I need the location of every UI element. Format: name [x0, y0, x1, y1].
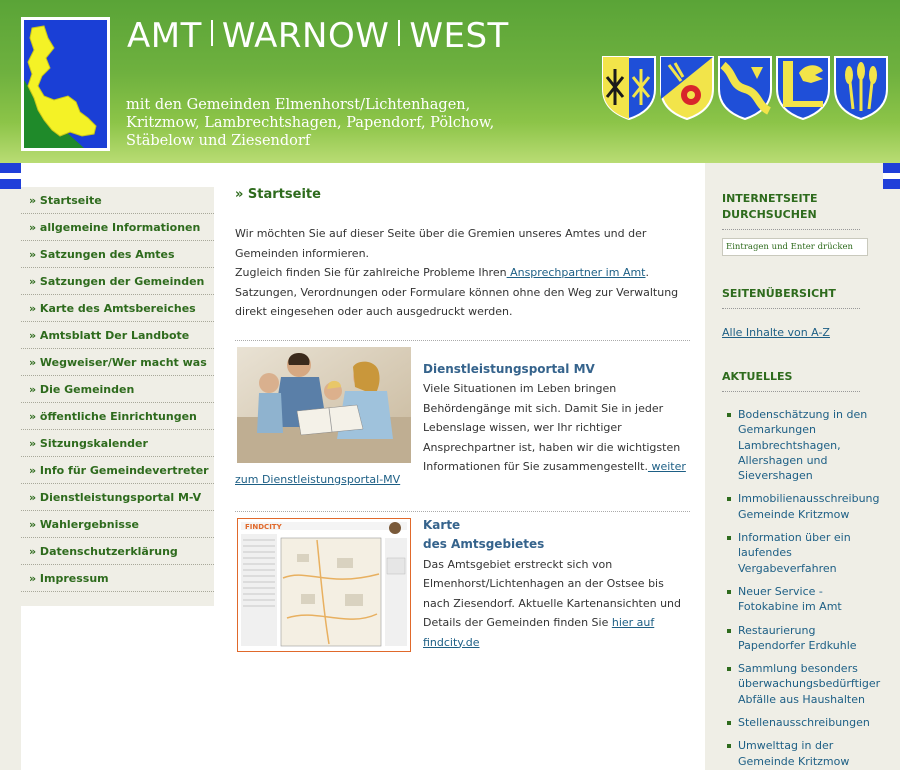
- nav-item-gemeinden[interactable]: » Die Gemeinden: [21, 376, 214, 403]
- nav-item-amtsblatt[interactable]: » Amtsblatt Der Landbote: [21, 322, 214, 349]
- ansprechpartner-link[interactable]: Ansprechpartner im Amt: [506, 266, 646, 279]
- nav-item-dienstleistungsportal[interactable]: » Dienstleistungsportal M-V: [21, 484, 214, 511]
- news-item-label[interactable]: Umwelttag in der Gemeinde Kritzmow: [738, 739, 850, 768]
- search-heading: [722, 191, 860, 230]
- bullet-icon: [727, 413, 731, 417]
- bullet-icon: [727, 590, 731, 594]
- title-part-warnow: WARNOW: [221, 16, 390, 56]
- main-column: [218, 163, 705, 770]
- teaser-text-body: Viele Situationen im Leben bringen Behördengänge mit sich. Damit Sie in jeder Lebenslage wissen, wer Ihr richtiger Ansprechpartner ist, haben wir die wichtigsten Informationen für Sie zusammengestellt.: [423, 382, 681, 473]
- title-part-amt: AMT: [127, 16, 202, 56]
- news-list: [722, 407, 882, 769]
- svg-text:FINDCITY: FINDCITY: [245, 522, 282, 531]
- bullet-icon: [727, 721, 731, 725]
- teaser-karte-text: [423, 555, 691, 653]
- eagle-crest-icon: [775, 55, 831, 121]
- news-item-label[interactable]: Neuer Service - Fotokabine im Amt: [738, 584, 842, 614]
- right-sidebar: [722, 191, 882, 770]
- nav-item-sitzungskalender[interactable]: » Sitzungskalender: [21, 430, 214, 457]
- teaser-karte-body: [423, 516, 691, 653]
- news-item[interactable]: [722, 584, 882, 615]
- page-title: » Startseite: [235, 187, 321, 202]
- nav-item-einrichtungen[interactable]: » öffentliche Einrichtungen: [21, 403, 214, 430]
- bullet-icon: [727, 497, 731, 501]
- overview-heading: SEITENÜBERSICHT: [722, 286, 860, 309]
- page-margin-right: [883, 189, 900, 770]
- overview-link[interactable]: Alle Inhalte von A-Z: [722, 326, 830, 339]
- news-item-label[interactable]: Stellenausschreibungen: [738, 716, 870, 730]
- nav-item-gemeindevertreter[interactable]: » Info für Gemeindevertreter: [21, 457, 214, 484]
- teaser-dienstleistungsportal-title[interactable]: Dienstleistungsportal MV: [423, 361, 595, 376]
- sun-crest-icon: [659, 55, 715, 121]
- news-item-label[interactable]: Restaurierung Papendorfer Erdkuhle: [738, 623, 857, 652]
- nav-item-satzungen-gemeinden[interactable]: » Satzungen der Gemeinden: [21, 268, 214, 295]
- teaser-dienstleistungsportal: [235, 341, 690, 511]
- teaser-dienstleistungsportal-body: [423, 360, 691, 477]
- nav-item-datenschutz[interactable]: » Datenschutzerklärung: [21, 538, 214, 565]
- amt-logo[interactable]: [21, 17, 110, 151]
- news-item[interactable]: [722, 738, 882, 769]
- nav-item-wahlergebnisse[interactable]: » Wahlergebnisse: [21, 511, 214, 538]
- site-subtitle: mit den Gemeinden Elmenhorst/Lichtenhagen, Kritzmow, Lambrechtshagen, Papendorf, Pölchow, Stäbelow und Ziesendorf: [126, 97, 495, 149]
- teaser-karte-title-2[interactable]: des Amtsgebietes: [423, 537, 545, 551]
- page-margin-left: [0, 189, 21, 770]
- nav-footer: [21, 592, 214, 606]
- news-item[interactable]: [722, 407, 882, 483]
- title-part-west: WEST: [409, 16, 509, 56]
- search-input[interactable]: [722, 238, 868, 256]
- weiter-link[interactable]: weiter: [647, 460, 686, 473]
- bullet-icon: [727, 629, 731, 633]
- main-content: [235, 187, 690, 662]
- news-item-label[interactable]: Information über ein laufendes Vergabeverfahren: [738, 531, 851, 575]
- title-separator: [211, 20, 213, 46]
- news-item-label[interactable]: Bodenschätzung in den Gemarkungen Lambrechtshagen, Allershagen und Sievershagen: [738, 408, 868, 483]
- teaser-karte-text-body: Das Amtsgebiet erstreckt sich von Elmenhorst/Lichtenhagen an der Ostsee bis nach Ziesendorf. Aktuelle Kartenansichten und Details der Gemeinden finden Sie: [423, 557, 682, 629]
- right-column: [705, 163, 883, 770]
- title-separator: [398, 20, 400, 46]
- news-item[interactable]: [722, 491, 882, 522]
- teaser-karte-title-1[interactable]: Karte: [423, 517, 461, 532]
- nav-item-satzungen-amt[interactable]: » Satzungen des Amtes: [21, 241, 214, 268]
- bullet-icon: [727, 667, 731, 671]
- river-crest-icon: [717, 55, 773, 121]
- news-item[interactable]: [722, 715, 882, 730]
- intro-sentence-2: Zugleich finden Sie für zahlreiche Probleme Ihren: [235, 266, 507, 279]
- news-item[interactable]: [722, 530, 882, 576]
- search-heading-line-1: INTERNETSEITE: [722, 192, 818, 205]
- findcity-link-2[interactable]: findcity.de: [423, 635, 480, 649]
- bullet-icon: [727, 744, 731, 748]
- teaser-dienstleistungsportal-text: [423, 379, 691, 477]
- site-title: [127, 16, 509, 56]
- nav-item-allgemeine-informationen[interactable]: » allgemeine Informationen: [21, 214, 214, 241]
- bullet-icon: [727, 536, 731, 540]
- nav-item-impressum[interactable]: » Impressum: [21, 565, 214, 592]
- news-item[interactable]: [722, 661, 882, 707]
- news-item-label[interactable]: Sammlung besonders überwachungsbedürftiger Abfälle aus Haushalten: [738, 662, 881, 706]
- amt-map-logo-icon: [24, 20, 107, 148]
- nav-item-karte[interactable]: » Karte des Amtsbereiches: [21, 295, 214, 322]
- dienstleistungsportal-link[interactable]: zum Dienstleistungsportal-MV: [235, 472, 401, 486]
- search-heading-line-2: DURCHSUCHEN: [722, 208, 817, 221]
- intro-sentence-3: . Satzungen, Verordnungen oder Formulare können ohne den Weg zur Verwaltung direkt eingesehen oder auch ausgedruckt werden.: [235, 266, 679, 318]
- news-heading: AKTUELLES: [722, 369, 860, 392]
- family-reading-photo[interactable]: [237, 347, 411, 463]
- teaser-karte: [235, 512, 690, 662]
- windmill-crest-icon: [601, 55, 657, 121]
- header: [0, 0, 900, 163]
- intro-sentence-1: Wir möchten Sie auf dieser Seite über die Gremien unseres Amtes und der Gemeinden informieren.: [235, 227, 647, 260]
- wheat-crest-icon: [833, 55, 889, 121]
- news-item-label[interactable]: Immobilienausschreibung Gemeinde Kritzmow: [738, 492, 880, 521]
- nav-item-startseite[interactable]: » Startseite: [21, 187, 214, 214]
- findcity-map-screenshot[interactable]: [237, 518, 411, 652]
- nav-item-wegweiser[interactable]: » Wegweiser/Wer macht was: [21, 349, 214, 376]
- main-navigation: [21, 187, 214, 606]
- intro-text: [235, 224, 690, 322]
- left-column: [21, 163, 218, 770]
- news-item[interactable]: [722, 623, 882, 654]
- findcity-link-1[interactable]: hier auf: [611, 616, 655, 629]
